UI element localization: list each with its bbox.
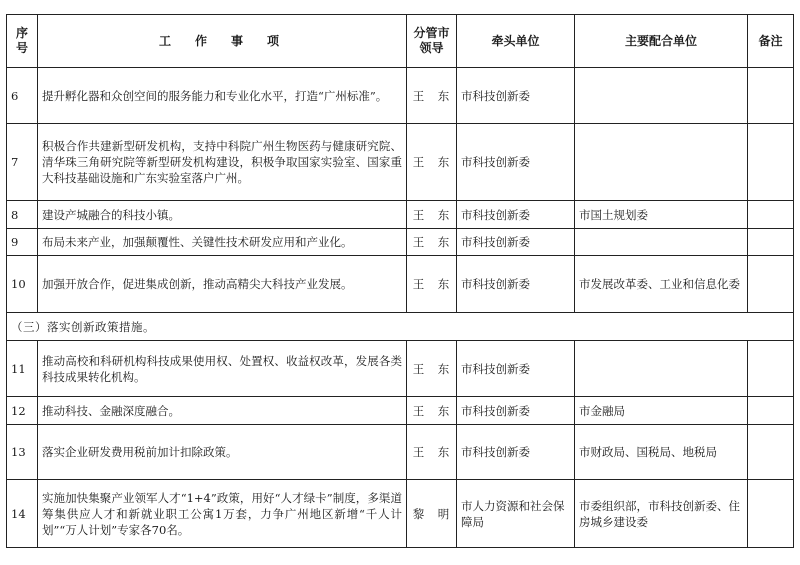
row-coop-units: 市发展改革委、工业和信息化委 (575, 256, 748, 313)
row-remark (748, 229, 794, 256)
row-lead-unit: 市科技创新委 (457, 201, 575, 229)
row-leader: 王 东 (407, 256, 457, 313)
row-remark (748, 201, 794, 229)
row-leader: 王 东 (407, 201, 457, 229)
row-remark (748, 425, 794, 480)
row-coop-units: 市金融局 (575, 397, 748, 425)
row-coop-units (575, 68, 748, 124)
row-task: 布局未来产业，加强颠覆性、关键性技术研发应用和产业化。 (38, 229, 407, 256)
work-items-table (6, 14, 794, 548)
row-lead-unit: 市科技创新委 (457, 124, 575, 201)
row-coop-units: 市委组织部，市科技创新委、住房城乡建设委 (575, 480, 748, 548)
header-coop-units: 主要配合单位 (575, 15, 748, 68)
row-number: 12 (7, 397, 38, 425)
header-task: 工 作 事 项 (38, 15, 407, 68)
row-lead-unit: 市人力资源和社会保障局 (457, 480, 575, 548)
row-leader: 黎 明 (407, 480, 457, 548)
row-lead-unit: 市科技创新委 (457, 425, 575, 480)
row-leader: 王 东 (407, 229, 457, 256)
row-lead-unit: 市科技创新委 (457, 229, 575, 256)
row-task: 建设产城融合的科技小镇。 (38, 201, 407, 229)
row-coop-units: 市财政局、国税局、地税局 (575, 425, 748, 480)
table-row (7, 341, 794, 397)
section-row (7, 313, 794, 341)
row-lead-unit: 市科技创新委 (457, 68, 575, 124)
row-coop-units (575, 124, 748, 201)
row-number: 10 (7, 256, 38, 313)
row-leader: 王 东 (407, 124, 457, 201)
row-leader: 王 东 (407, 425, 457, 480)
row-number: 13 (7, 425, 38, 480)
row-leader: 王 东 (407, 341, 457, 397)
row-task: 实施加快集聚产业领军人才“1+4”政策，用好“人才绿卡”制度，多渠道筹集供应人才和新就业职工公寓1万套，力争广州地区新增“千人计划”“万人计划”专家各70名。 (38, 480, 407, 548)
row-number: 11 (7, 341, 38, 397)
row-lead-unit: 市科技创新委 (457, 256, 575, 313)
row-task: 提升孵化器和众创空间的服务能力和专业化水平，打造“广州标准”。 (38, 68, 407, 124)
table-row (7, 201, 794, 229)
row-remark (748, 256, 794, 313)
table-row (7, 229, 794, 256)
row-number: 8 (7, 201, 38, 229)
row-remark (748, 341, 794, 397)
table-row (7, 256, 794, 313)
row-coop-units (575, 229, 748, 256)
row-task: 推动科技、金融深度融合。 (38, 397, 407, 425)
table-row (7, 397, 794, 425)
table-header (7, 15, 794, 68)
row-task: 积极合作共建新型研发机构，支持中科院广州生物医药与健康研究院、清华珠三角研究院等新型研发机构建设，积极争取国家实验室、国家重大科技基础设施和广东实验室落户广州。 (38, 124, 407, 201)
row-number: 9 (7, 229, 38, 256)
row-number: 14 (7, 480, 38, 548)
row-leader: 王 东 (407, 397, 457, 425)
row-number: 7 (7, 124, 38, 201)
row-task: 加强开放合作，促进集成创新，推动高精尖大科技产业发展。 (38, 256, 407, 313)
header-leader: 分管市领导 (407, 15, 457, 68)
row-remark (748, 480, 794, 548)
table-row (7, 480, 794, 548)
section-title: （三）落实创新政策措施。 (7, 313, 794, 341)
row-lead-unit: 市科技创新委 (457, 341, 575, 397)
row-task: 落实企业研发费用税前加计扣除政策。 (38, 425, 407, 480)
table-row (7, 124, 794, 201)
header-lead-unit: 牵头单位 (457, 15, 575, 68)
header-index: 序号 (7, 15, 38, 68)
row-coop-units: 市国土规划委 (575, 201, 748, 229)
row-remark (748, 124, 794, 201)
header-remarks: 备注 (748, 15, 794, 68)
row-coop-units (575, 341, 748, 397)
table-row (7, 68, 794, 124)
table-row (7, 425, 794, 480)
row-remark (748, 68, 794, 124)
row-leader: 王 东 (407, 68, 457, 124)
row-remark (748, 397, 794, 425)
row-task: 推动高校和科研机构科技成果使用权、处置权、收益权改革，发展各类科技成果转化机构。 (38, 341, 407, 397)
row-lead-unit: 市科技创新委 (457, 397, 575, 425)
row-number: 6 (7, 68, 38, 124)
